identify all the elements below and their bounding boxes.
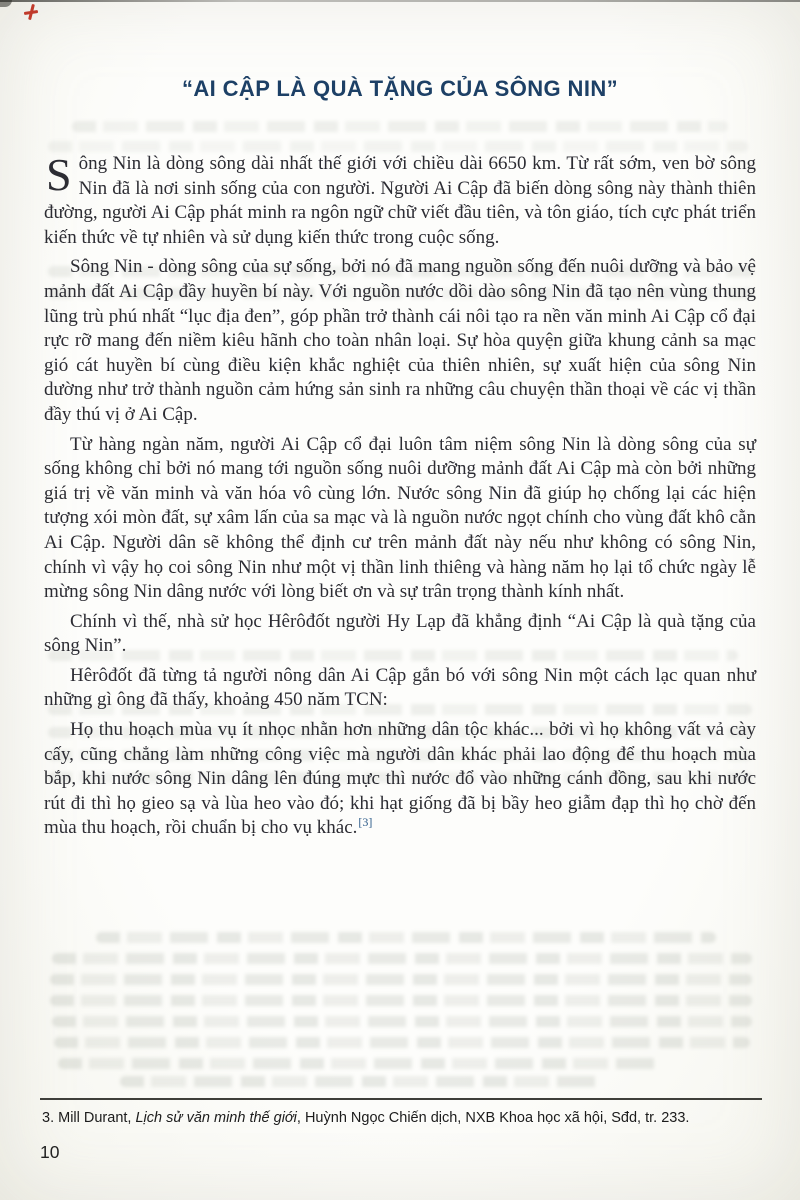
paragraph-3: Từ hàng ngàn năm, người Ai Cập cổ đại luôn tâm niệm sông Nin là dòng sông của sự sống không chỉ bởi nó mang tới nguồn sống nuôi dưỡng mảnh đất Ai Cập mà còn bởi những giá trị về văn minh và văn hóa vô cùng lớn. Nước sông Nin đã giúp họ chống lại các hiện tượng xói mòn đất, sự xâm lấn của sa mạc và là nguồn nước ngọt chính cho vùng đất khô cằn Ai Cập. Người dân sẽ không thể định cư trên mảnh đất này nếu như không có sông Nin, chính vì vậy họ coi sông Nin như một vị thần linh thiêng và hàng năm họ lại tổ chức ngày lễ mừng sông Nin dâng nước với lòng biết ơn và sự trân trọng thành kính nhất. (44, 433, 756, 603)
bleedthrough-line (52, 1016, 752, 1027)
scan-corner-smudge (0, 0, 12, 7)
bleedthrough-line (58, 1058, 658, 1069)
footnote-reference-marker: [3] (358, 815, 373, 830)
drop-cap: S (46, 149, 72, 200)
footnote-divider (40, 1098, 762, 1100)
bleedthrough-line (54, 1037, 750, 1048)
paragraph-5: Hêrôđốt đã từng tả người nông dân Ai Cập gắn bó với sông Nin một cách lạc quan như những gì ông đã thấy, khoảng 450 năm TCN: (44, 664, 756, 711)
body-text (44, 149, 756, 841)
bleedthrough-line (52, 953, 752, 964)
paragraph-quote (44, 718, 756, 841)
footnote-text-prefix: 3. Mill Durant, (42, 1110, 136, 1126)
bleedthrough-line (96, 932, 716, 943)
footnote-area (40, 1098, 762, 1127)
paragraph-4: Chính vì thế, nhà sử học Hêrôđốt người Hy Lạp đã khẳng định “Ai Cập là quà tặng của sông Nin”. (44, 610, 756, 657)
paragraph-intro (44, 149, 756, 250)
page-title: “AI CẬP LÀ QUÀ TẶNG CỦA SÔNG NIN” (181, 76, 619, 101)
footnote-book-title: Lịch sử văn minh thế giới (135, 1110, 297, 1126)
red-stamp-mark (24, 4, 38, 20)
paragraph-intro-text: ông Nin là dòng sông dài nhất thế giới với chiều dài 6650 km. Từ rất sớm, ven bờ sông Nin đã là nơi sinh sống của con người. Người Ai Cập đã biến dòng sông này thành thiên đường, người Ai Cập phát minh ra ngôn ngữ chữ viết đầu tiên, và tôn giáo, tích cực phát triển kiến thức về tự nhiên và sử dụng kiến thức trong cuộc sống. (44, 153, 756, 248)
bleedthrough-line (50, 995, 752, 1006)
paragraph-2: Sông Nin - dòng sông của sự sống, bởi nó đã mang nguồn sống đến nuôi dưỡng và bảo vệ mảnh đất Ai Cập đầy huyền bí này. Với nguồn nước dồi dào sông Nin đã tạo nên vùng thung lũng trù phú nhất “lục địa đen”, góp phần trở thành cái nôi tạo ra nền văn minh Ai Cập cổ đại rực rỡ mang đến niềm kiêu hãnh cho toàn nhân loại. Sự hòa quyện giữa khung cảnh sa mạc gió cát huyền bí cùng điều kiện khắc nghiệt của thiên nhiên, sự xuất hiện của sông Nin dường như trở thành nguồn cảm hứng sản sinh ra những câu chuyện thần thoại về các vị thần đầy thú vị ở Ai Cập. (44, 256, 756, 425)
scan-top-edge (0, 0, 800, 2)
footnote-text-suffix: , Huỳnh Ngọc Chiến dịch, NXB Khoa học xã hội, Sđd, tr. 233. (296, 1110, 690, 1126)
footnote (42, 1109, 760, 1127)
quote-text: Họ thu hoạch mùa vụ ít nhọc nhằn hơn những dân tộc khác... bởi vì họ không vất vả cày cấy, cũng chẳng làm những công việc mà người dân khác phải lao động để thu hoạch mùa bắp, khi nước sông Nin dâng lên đúng mực thì nước đổ vào những cánh đồng, sau khi nước rút đi thì họ gieo sạ và lùa heo vào đó; khi hạt giống đã bị bầy heo giẫm đạp thì họ chờ đến mùa thu hoạch, rồi chuẩn bị cho vụ khác. (44, 719, 756, 839)
bleedthrough-line (120, 1076, 600, 1087)
page-number: 10 (40, 1142, 60, 1162)
bleedthrough-line (50, 974, 752, 985)
bleedthrough-line (72, 121, 728, 132)
bleedthrough-line (48, 141, 748, 152)
